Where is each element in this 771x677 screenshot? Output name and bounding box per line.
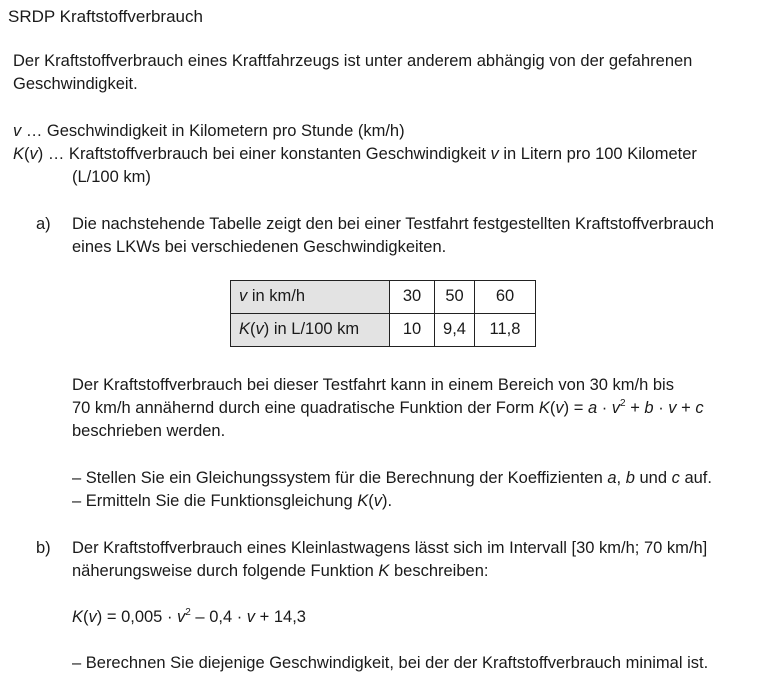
var-v: v <box>373 492 383 510</box>
var-b: b <box>625 469 635 487</box>
para-end: beschreiben: <box>389 562 489 580</box>
var-K: K <box>239 320 251 339</box>
table-cell: 11,8 <box>475 314 536 347</box>
table-row <box>231 281 536 314</box>
paren-open: ( <box>549 399 556 417</box>
task-end: auf. <box>679 469 712 487</box>
paren-close: ). <box>382 492 393 510</box>
head-text: in km/h <box>247 287 306 306</box>
formula-part: + 14,3 <box>255 608 306 626</box>
var-v: v <box>29 145 38 163</box>
var-v: v <box>246 608 256 626</box>
var-v: v <box>13 122 22 140</box>
formula-part: ) = 0,005 · <box>96 608 178 626</box>
paren-open: ( <box>24 145 30 163</box>
part-b-task: – Berechnen Sie diejenige Geschwindigkeit, bei der der Kraftstoffverbrauch minimal ist. <box>72 654 709 672</box>
task-text: – Ermitteln Sie die Funktionsgleichung <box>72 492 358 510</box>
plus: + <box>676 399 696 417</box>
var-v: v <box>490 145 499 163</box>
var-K: K <box>13 145 25 163</box>
formula-part: – 0,4 · <box>190 608 247 626</box>
table-cell: 60 <box>475 281 536 314</box>
intro-line-1: Der Kraftstoffverbrauch eines Kraftfahrzeugs ist unter anderem abhängig von der gefahrenen <box>13 52 693 70</box>
exponent: 2 <box>185 606 191 618</box>
plus: + <box>625 399 645 417</box>
var-v: v <box>668 399 677 417</box>
definition-v-text: … Geschwindigkeit in Kilometern pro Stunde (km/h) <box>21 122 405 140</box>
var-K: K <box>357 492 369 510</box>
part-a-task-1 <box>72 467 712 491</box>
paren-open: ( <box>83 608 89 626</box>
definition-k <box>13 143 697 167</box>
var-c: c <box>671 469 680 487</box>
definition-k-text: … Kraftstoffverbrauch bei einer konstanten Geschwindigkeit <box>43 145 491 163</box>
var-v: v <box>611 399 621 417</box>
table-head-v <box>231 281 390 314</box>
data-table <box>230 280 536 347</box>
paren-open: ( <box>368 492 374 510</box>
table-cell: 30 <box>390 281 435 314</box>
task-text: – Stellen Sie ein Gleichungssystem für die Berechnung der Koeffizienten <box>72 469 608 487</box>
var-v: v <box>255 320 264 339</box>
part-a-line-1: Die nachstehende Tabelle zeigt den bei einer Testfahrt festgestellten Kraftstoffverbrauch <box>72 215 715 233</box>
var-v: v <box>177 608 186 626</box>
head-text: ) in L/100 km <box>263 320 360 339</box>
formula-quadratic <box>539 399 704 417</box>
separator: , <box>616 469 626 487</box>
definition-k-text-end: in Litern pro 100 Kilometer <box>498 145 697 163</box>
part-a-para-line-3: beschrieben werden. <box>72 422 226 440</box>
part-a-task-2 <box>72 490 392 514</box>
part-b-formula <box>72 606 306 630</box>
part-a-para-line-2 <box>72 397 704 421</box>
dot: · <box>597 399 612 417</box>
conjunction: und <box>634 469 672 487</box>
table-row <box>231 314 536 347</box>
var-K: K <box>378 562 390 580</box>
intro-line-2: Geschwindigkeit. <box>13 75 138 93</box>
var-K: K <box>72 608 84 626</box>
table-head-k <box>231 314 390 347</box>
definition-k-unit: (L/100 km) <box>72 168 151 186</box>
paren-open: ( <box>250 320 256 339</box>
part-a-para-line-1: Der Kraftstoffverbrauch bei dieser Testfahrt kann in einem Bereich von 30 km/h bis <box>72 376 674 394</box>
var-b: b <box>644 399 654 417</box>
table-cell: 9,4 <box>435 314 475 347</box>
table-cell: 10 <box>390 314 435 347</box>
part-a-label: a) <box>36 215 51 233</box>
part-b-line-2 <box>72 560 488 584</box>
dot: · <box>653 399 669 417</box>
para-text: näherungsweise durch folgende Funktion <box>72 562 379 580</box>
var-v: v <box>239 287 248 306</box>
var-c: c <box>695 399 704 417</box>
table-cell: 50 <box>435 281 475 314</box>
var-v: v <box>555 399 564 417</box>
page-title: SRDP Kraftstoffverbrauch <box>8 7 203 26</box>
paren-close: ) <box>37 145 44 163</box>
equals: ) = <box>563 399 588 417</box>
var-a: a <box>587 399 598 417</box>
part-a-line-2: eines LKWs bei verschiedenen Geschwindigkeiten. <box>72 238 447 256</box>
exponent: 2 <box>620 397 626 409</box>
var-K: K <box>538 399 550 417</box>
var-a: a <box>607 469 617 487</box>
part-b-line-1: Der Kraftstoffverbrauch eines Kleinlastwagens lässt sich im Intervall [30 km/h; 70 km/h] <box>72 539 708 557</box>
part-b-label: b) <box>36 539 51 557</box>
definition-v <box>13 120 405 144</box>
var-v: v <box>88 608 97 626</box>
para-text: 70 km/h annähernd durch eine quadratische Funktion der Form <box>72 399 539 417</box>
